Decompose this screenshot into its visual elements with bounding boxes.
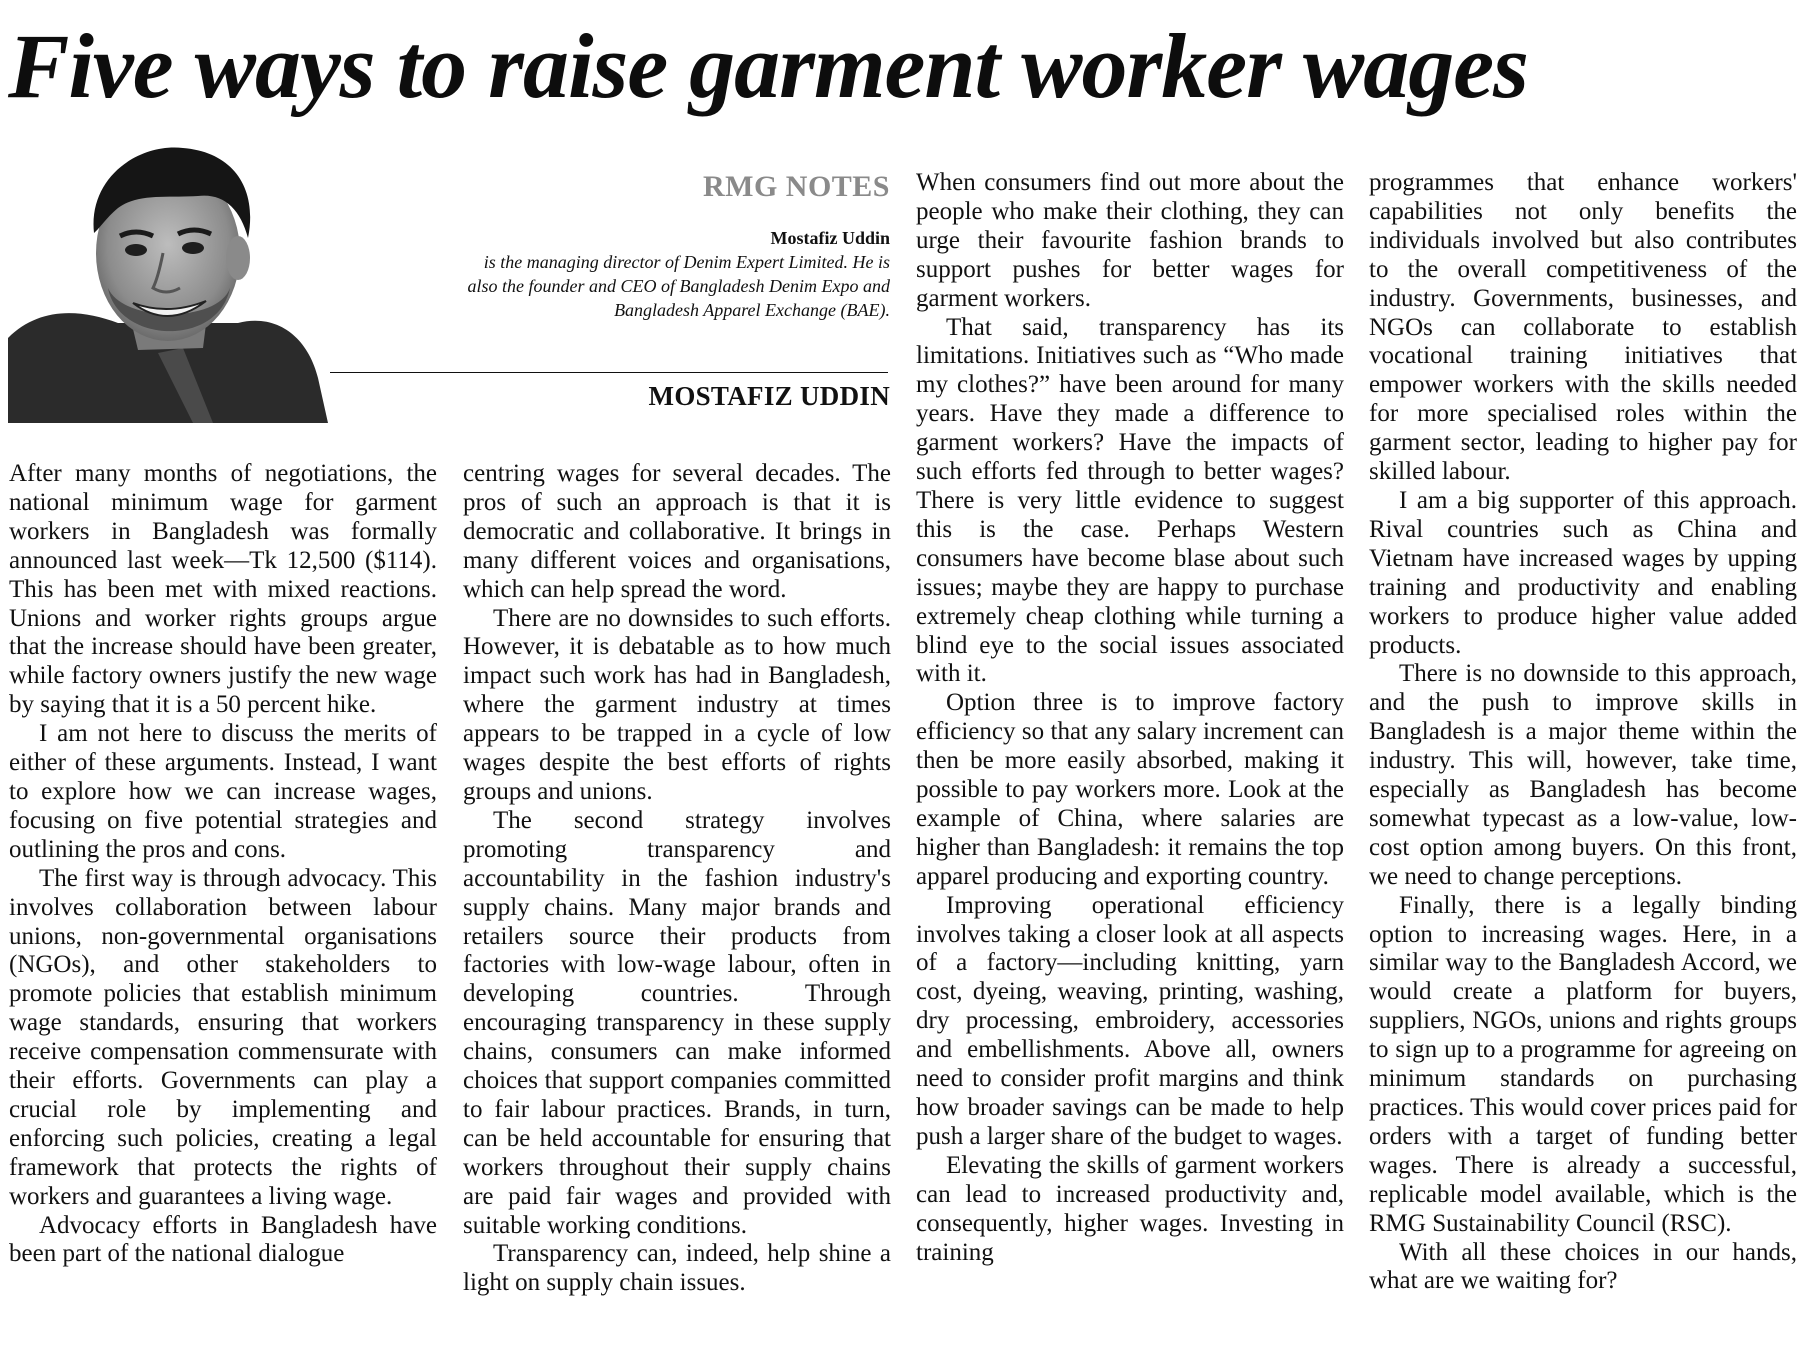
author-photo — [8, 138, 338, 423]
article-column-1 — [9, 460, 437, 1370]
paragraph: There are no downsides to such efforts. However, it is debatable as to how much impact such work has had in Bangladesh, where the garment industry at times appears to be trapped in a cycle of low wages despite the best efforts of rights groups and unions. — [463, 604, 891, 805]
article-column-2 — [463, 460, 891, 1370]
paragraph: When consumers find out more about the people who make their clothing, they can urge their favourite fashion brands to support pushes for better wages for garment workers. — [916, 169, 1344, 312]
paragraph: The first way is through advocacy. This involves collaboration between labour unions, non-governmental organisations (NGOs), and other stakeholders to promote policies that establish minimum wage standards, ensuring that workers receive compensation commensurate with their efforts. Governments can play a crucial role by implementing and enforcing such policies, creating a legal framework that protects the rights of workers and guarantees a living wage. — [9, 864, 437, 1210]
paragraph: I am a big supporter of this approach. Rival countries such as China and Vietnam have increased wages by upping training and productivity and enabling workers to produce higher value added products. — [1369, 486, 1797, 659]
author-bio-name: Mostafiz Uddin — [770, 228, 890, 248]
byline: MOSTAFIZ UDDIN — [648, 381, 890, 411]
headline: Five ways to raise garment worker wages — [8, 15, 1528, 117]
paragraph: Elevating the skills of garment workers can lead to increased productivity and, consequently, higher wages. Investing in training — [916, 1151, 1344, 1266]
author-bio-text: is the managing director of Denim Expert Limited. He is also the founder and CEO of Bangladesh Denim Expo and Bangladesh Apparel Exchange (BAE). — [467, 252, 890, 320]
paragraph: Option three is to improve factory efficiency so that any salary increment can then be more easily absorbed, making it possible to pay workers more. Look at the example of China, where salaries are higher than Bangladesh: it remains the top apparel producing and exporting country. — [916, 689, 1344, 890]
paragraph: The second strategy involves promoting transparency and accountability in the fashion industry's supply chains. Many major brands and retailers source their products from factories with low-wage labour, often in developing countries. Through encouraging transparency in these supply chains, consumers can make informed choices that support companies committed to fair labour practices. Brands, in turn, can be held accountable for ensuring that workers throughout their supply chains are paid fair wages and provided with suitable working conditions. — [463, 806, 891, 1239]
column-label: RMG NOTES — [702, 170, 890, 203]
byline-rule — [330, 372, 888, 373]
author-bio — [460, 226, 890, 322]
paragraph: centring wages for several decades. The pros of such an approach is that it is democratic and collaborative. It brings in many different voices and organisations, which can help spread the word. — [463, 460, 891, 603]
article-column-3 — [916, 169, 1344, 1370]
paragraph: I am not here to discuss the merits of either of these arguments. Instead, I want to explore how we can increase wages, focusing on five potential strategies and outlining the pros and cons. — [9, 720, 437, 863]
paragraph: programmes that enhance workers' capabilities not only benefits the individuals involved but also contributes to the overall competitiveness of the industry. Governments, businesses, and NGOs can collaborate to establish vocational training initiatives that empower workers with the skills needed for more specialised roles within the garment sector, leading to higher pay for skilled labour. — [1369, 169, 1797, 486]
paragraph: Improving operational efficiency involves taking a closer look at all aspects of a factory—including knitting, yarn cost, dyeing, weaving, printing, washing, dry processing, embroidery, accessories and embellishments. Above all, owners need to consider profit margins and think how broader savings can be made to help push a larger share of the budget to wages. — [916, 891, 1344, 1150]
paragraph: Transparency can, indeed, help shine a light on supply chain issues. — [463, 1240, 891, 1297]
paragraph: That said, transparency has its limitations. Initiatives such as “Who made my clothes?” have been around for many years. Have they made a difference to garment workers? Have the impacts of such efforts fed through to better wages? There is very little evidence to suggest this is the case. Perhaps Western consumers have become blase about such issues; maybe they are happy to purchase extremely cheap clothing while turning a blind eye to the social issues associated with it. — [916, 313, 1344, 688]
article-column-4 — [1369, 169, 1797, 1370]
paragraph: After many months of negotiations, the national minimum wage for garment workers in Bangladesh was formally announced last week—Tk 12,500 ($114). This has been met with mixed reactions. Unions and worker rights groups argue that the increase should have been greater, while factory owners justify the new wage by saying that it is a 50 percent hike. — [9, 460, 437, 719]
paragraph: Finally, there is a legally binding option to increasing wages. Here, in a similar way to the Bangladesh Accord, we would create a platform for buyers, suppliers, NGOs, unions and rights groups to sign up to a programme for agreeing on minimum standards on purchasing practices. This would cover prices paid for orders with a target of funding better wages. There is already a successful, replicable model available, which is the RMG Sustainability Council (RSC). — [1369, 891, 1797, 1237]
paragraph: With all these choices in our hands, what are we waiting for? — [1369, 1238, 1797, 1295]
paragraph: Advocacy efforts in Bangladesh have been part of the national dialogue — [9, 1211, 437, 1268]
paragraph: There is no downside to this approach, and the push to improve skills in Bangladesh is a major theme within the industry. This will, however, take time, especially as Bangladesh has become somewhat typecast as a low-value, low-cost option among buyers. On this front, we need to change perceptions. — [1369, 660, 1797, 890]
